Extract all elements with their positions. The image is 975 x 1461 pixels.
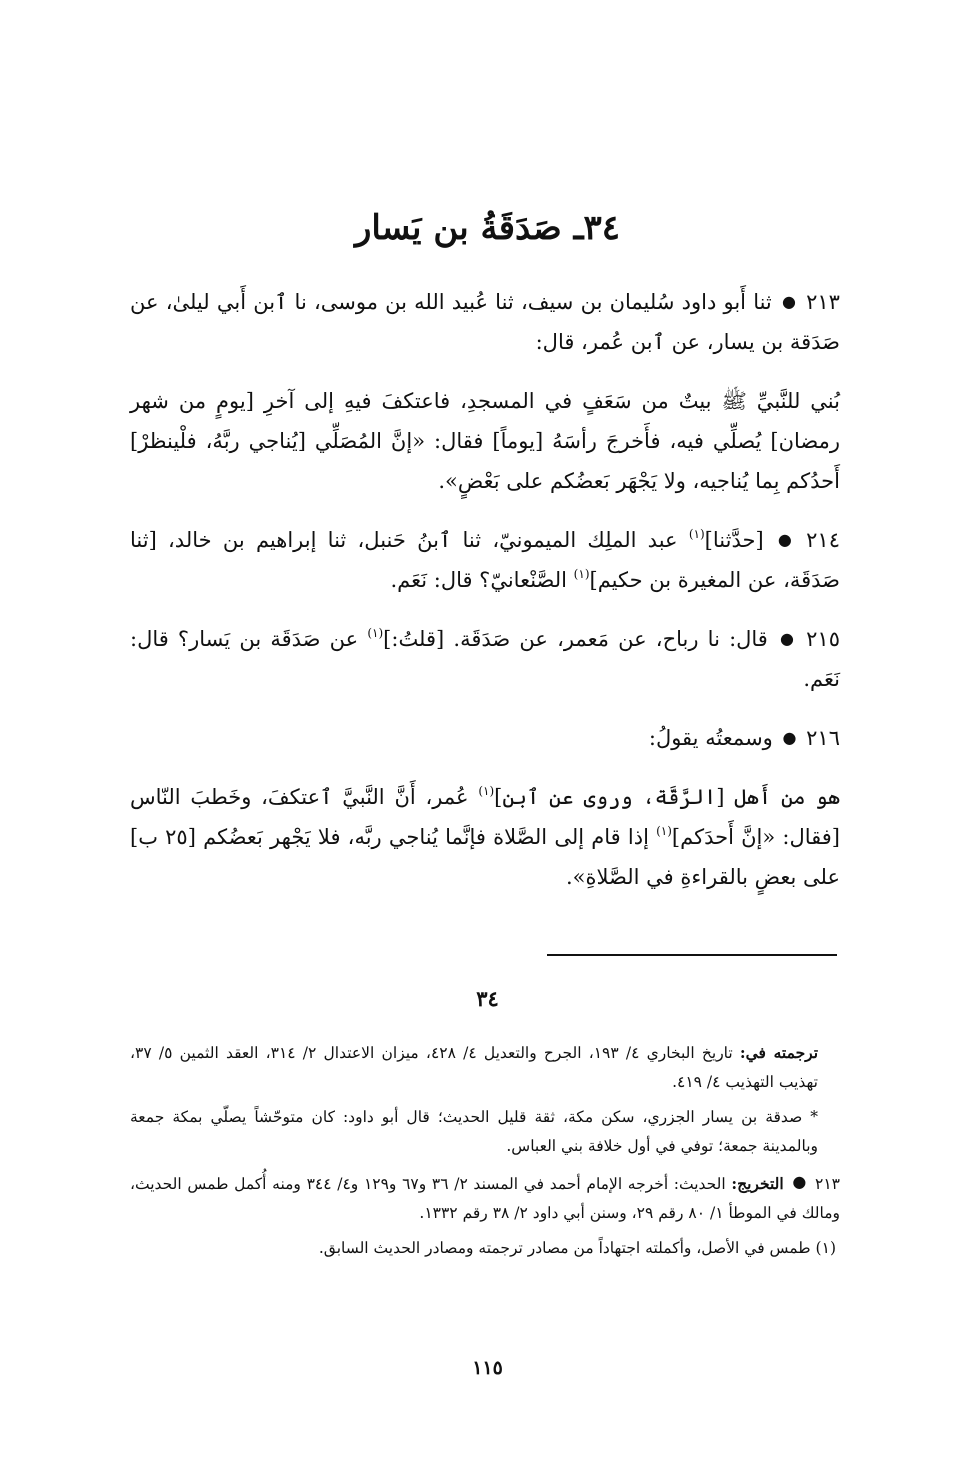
bullet-icon: ● — [782, 728, 797, 747]
hadith-text: قال: نا رباح، عن مَعمر، عن صَدَقَة. [قلتُ:] — [383, 627, 768, 651]
bullet-icon: ● — [780, 629, 794, 648]
note-number: ٢١٣ — [815, 1175, 840, 1193]
footnote-1 — [130, 1234, 840, 1263]
chapter-title: ٣٤ـ صَدَقَةُ بن يَسار — [354, 208, 621, 248]
note-tarjama — [130, 1038, 840, 1097]
footnote-marker: (١) — [573, 567, 590, 581]
footnote-marker: (١) — [478, 784, 495, 798]
footnote-marker: (١) — [367, 626, 384, 640]
notes-section-number: ٣٤ — [476, 986, 499, 1011]
footnote-marker: (١) — [656, 824, 672, 838]
hadith-number: ٢١٦ — [806, 726, 840, 750]
hadith-number: ٢١٣ — [806, 290, 840, 314]
footnote-number: (١) — [815, 1239, 836, 1257]
hadith-text: وسمعتُه يقولُ: — [648, 726, 773, 750]
hadith-216-matn — [130, 777, 840, 897]
hadith-text: بُني للنَّبيِّ ﷺ بيتٌ من سَعَفٍ في المسجدِ، فاعتكفَ فيهِ إلى آخرِ [يومٍ من شهر رمضان] يُصلِّي فيه، فأَخرجَ رأسَهُ [يوماً] فقال: «إنَّ المُصَلِّي [يُناجي ربَّهُ، فلْينظرْ] أَحدُكم بِما يُناجيه، ولا يَجْهَر بَعضُكم على بَعْضٍ». — [130, 389, 840, 493]
hadith-213-matn — [130, 381, 840, 501]
hadith-213 — [130, 282, 840, 362]
note-text: الحديث: أخرجه الإمام أحمد في المسند ٢/ ٣٦ و٦٧ و١٢٩ و٤/ ٣٤٤ ومنه أُكمل طمس الحديث، ومالك في الموطأ ١/ ٨٠ رقم ٢٩، وسنن أبي داود ٢/ ٣٨ رقم ١٣٣٢. — [130, 1175, 840, 1222]
note-biography: * صدقة بن يسار الجزري، سكن مكة، ثقة قليل الحديث؛ قال أبو داود: كان متوحّشاً يصلّي بمكة جمعة وبالمدينة جمعة؛ توفي في أول خلافة بني العباس. — [130, 1108, 818, 1155]
hadith-214 — [130, 520, 840, 600]
note-label: ترجمته في: — [739, 1043, 819, 1062]
main-text — [130, 282, 840, 916]
bullet-icon: ● — [792, 1172, 807, 1191]
hadith-215 — [130, 619, 840, 699]
page-number: ١١٥ — [472, 1357, 503, 1379]
note-label: التخريج: — [731, 1174, 784, 1193]
footnote-divider — [547, 954, 837, 956]
hadith-text: عن صَدَقَة بن يَسار؟ قال: نَعَم. — [130, 627, 840, 691]
hadith-text: عبد الملِك الميمونيّ، ثنا ٱبنُ حَنبل، ثنا إبراهيم بن خالد، [ثنا صَدَقَة، عن المغيرة بن حكيم] — [130, 528, 840, 592]
hadith-text: الصَّنْعانيّ؟ قال: نَعَم. — [390, 568, 574, 592]
bullet-icon: ● — [781, 292, 796, 311]
hadith-216 — [130, 718, 840, 758]
hadith-number: ٢١٤ — [806, 528, 840, 552]
note-takhrij — [130, 1167, 840, 1228]
hadith-text: هو من أَهل [الرَّقَّة، وروى عن ٱبن] — [494, 785, 840, 809]
footnote-text: طمس في الأصل، وأكملته اجتهاداً من مصادر ترجمته ومصادر الحديث السابق. — [318, 1239, 811, 1257]
hadith-text: إذا قام إلى الصَّلاة فإنَّما يُناجي ربَّه، فلا يَجْهر بَعضُكم [٢٥ ب] على بعضٍ بالقراءةِ في الصَّلاةِ». — [130, 825, 840, 889]
hadith-text: [حدَّثنا] — [704, 528, 764, 552]
hadith-text: ثنا أَبو داود سُليمان بن سيف، ثنا عُبيد الله بن موسى، نا ٱبن أَبي ليلىٰ، عن صَدَقة بن يسار، عن ٱبن عُمر، قال: — [130, 290, 840, 354]
notes-section — [130, 1038, 840, 1269]
hadith-number: ٢١٥ — [806, 627, 840, 651]
footnote-marker: (١) — [688, 527, 705, 541]
bullet-icon: ● — [777, 530, 792, 549]
hadith-text: عُمر، أَنَّ النَّبيَّ ٱعتكفَ، وخَطبَ النّاس [فقال: «إنَّ أَحدَكم] — [130, 785, 840, 849]
note-text: تاريخ البخاري ٤/ ١٩٣، الجرح والتعديل ٤/ ٤٢٨، ميزان الاعتدال ٢/ ٣١٤، العقد الثمين ٥/ ٣٧، تهذيب التهذيب ٤/ ٤١٩. — [130, 1044, 818, 1091]
